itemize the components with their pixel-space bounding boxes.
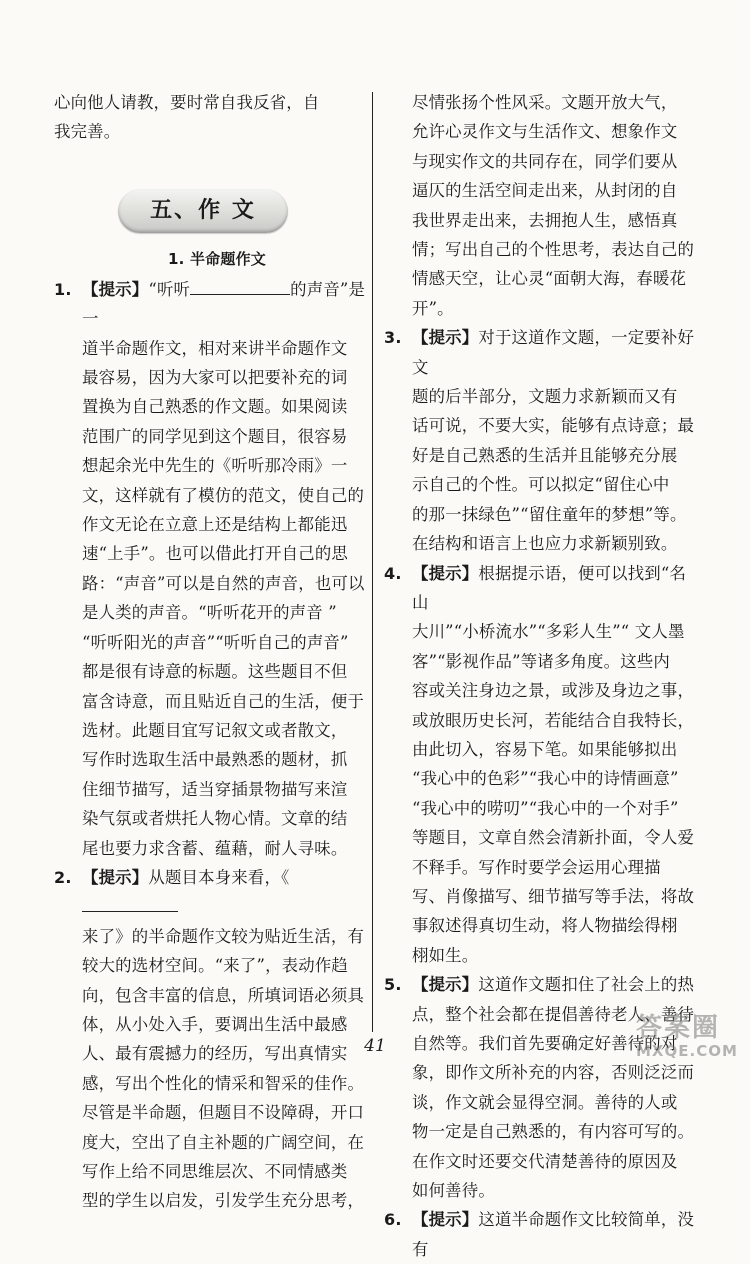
answer-item-5 xyxy=(384,970,698,1205)
item-line: 栩如生。 xyxy=(412,945,479,965)
item-line: 人、最有震撼力的经历，写出真情实 xyxy=(82,1044,348,1064)
item-line: 文，这样就有了模仿的范文，使自己的 xyxy=(82,485,365,505)
fill-in-blank xyxy=(190,280,290,295)
item-text: 从题目本身来看，《 xyxy=(148,867,290,887)
item-line: 写、肖像描写、细节描写等手法，将故 xyxy=(412,886,695,906)
item-line: “听听阳光的声音”“听听自己的声音” xyxy=(82,632,349,652)
item-line: 来了》的半命题作文较为贴近生活，有 xyxy=(82,926,365,946)
item-number: 6. xyxy=(384,1210,402,1230)
item-line: 较大的选材空间。“来了”，表动作趋 xyxy=(82,956,349,976)
item-number: 3. xyxy=(384,328,402,348)
section-title: 五、作 文 xyxy=(118,189,288,233)
item-number: 1. xyxy=(54,279,72,299)
item-line: 如何善待。 xyxy=(412,1181,495,1201)
item-line: 客”“影视作品”等诸多角度。这些内 xyxy=(412,651,671,671)
item-line: 向，包含丰富的信息，所填词语必须具 xyxy=(82,985,365,1005)
item-line: 情感天空，让心灵“面朝大海，春暖花 xyxy=(412,269,687,289)
hint-tag: 【提示】 xyxy=(412,328,479,348)
item-line: “我心中的色彩”“我心中的诗情画意” xyxy=(412,769,679,789)
intro-line: 心向他人请教，要时常自我反省，自 xyxy=(54,93,320,112)
item-text: 的声音”是一 xyxy=(82,279,366,329)
item-line: 自然等。我们首先要确定好善待的对 xyxy=(412,1034,678,1053)
item-line: 事叙述得真切生动，将人物描绘得栩 xyxy=(412,916,678,936)
item-line: 选材。此题目宜写记叙文或者散文， xyxy=(82,720,348,740)
watermark-url: MXQE.COM xyxy=(636,1042,738,1060)
watermark-text: 答案圈 xyxy=(636,1013,721,1043)
item-line: 或放眼历史长河，若能结合自我特长， xyxy=(412,710,695,730)
item-line: 富含诗意，而且贴近自己的生活，便于 xyxy=(82,691,365,711)
item-line: 感，写出个性化的情采和智采的佳作。 xyxy=(82,1073,365,1093)
item-text: 对于这道作文题，一定要补好文 xyxy=(412,328,695,377)
item-text: “听听 xyxy=(148,279,191,299)
item-line: 话可说，不要大实，能够有点诗意；最 xyxy=(412,416,695,436)
item-line: 题的后半部分，文题力求新颖而又有 xyxy=(412,387,678,407)
item-line: 情；写出自己的个性思考，表达自己的 xyxy=(412,240,695,260)
item-line: 与现实作文的共同存在，同学们要从 xyxy=(412,151,678,171)
item-line: 尽情张扬个性风采。文题开放大气， xyxy=(412,93,678,112)
item-line: 想起余光中先生的《听听那冷雨》一 xyxy=(82,456,348,476)
fill-in-blank xyxy=(82,897,178,912)
item-number: 2. xyxy=(54,867,72,887)
item-line: 在结构和语言上也应力求新颖别致。 xyxy=(412,534,678,554)
item-line: 染气氛或者烘托人物心情。文章的结 xyxy=(82,809,348,829)
item-line: 道半命题作文，相对来讲半命题作文 xyxy=(82,338,348,358)
item-line: 都是很有诗意的标题。这些题目不但 xyxy=(82,662,348,682)
item-line: 是人类的声音。“听听花开的声音 ” xyxy=(82,603,337,623)
item-line: 不释手。写作时要学会运用心理描 xyxy=(412,857,661,877)
item-line: 度大，空出了自主补题的广阔空间，在 xyxy=(82,1132,365,1152)
hint-tag: 【提示】 xyxy=(82,279,149,299)
item-line: 作文无论在立意上还是结构上都能迅 xyxy=(82,515,348,535)
intro-line: 我完善。 xyxy=(54,122,121,142)
item-text: 这道半命题作文比较简单，没有 xyxy=(412,1210,695,1259)
item-line: 谈，作文就会显得空洞。善待的人或 xyxy=(412,1092,678,1112)
item-line: 体，从小处入手，要调出生活中最感 xyxy=(82,1014,348,1034)
item-line: 大川”“小桥流水”“多彩人生”“ 文人墨 xyxy=(412,622,685,642)
item-line: 最容易，因为大家可以把要补充的词 xyxy=(82,368,348,388)
answer-item-3 xyxy=(384,323,698,558)
item-line: 住细节描写，适当穿插景物描写来渲 xyxy=(82,779,348,799)
item-number: 4. xyxy=(384,563,402,583)
item-line: 象，即作文所补充的内容，否则泛泛而 xyxy=(412,1063,695,1083)
continued-text xyxy=(384,88,698,323)
item-line: 在作文时还要交代清楚善待的原因及 xyxy=(412,1151,678,1171)
item-line: 尽管是半命题，但题目不设障碍，开口 xyxy=(82,1103,365,1123)
item-line: 我世界走出来，去拥抱人生，感悟真 xyxy=(412,210,678,230)
item-text: 这道作文题扣住了社会上的热 xyxy=(478,975,695,995)
item-line: 速“上手”。也可以借此打开自己的思 xyxy=(82,544,349,564)
item-number: 5. xyxy=(384,975,402,995)
item-line: 范围广的同学见到这个题目，很容易 xyxy=(82,426,348,446)
item-line: 等题目，文章自然会清新扑面，令人爱 xyxy=(412,828,695,848)
hint-tag: 【提示】 xyxy=(412,563,479,583)
item-line: 写作上给不同思维层次、不同情感类 xyxy=(82,1162,348,1181)
item-line: 物一定是自己熟悉的，有内容可写的。 xyxy=(412,1122,695,1142)
column-divider xyxy=(372,92,373,1032)
item-line: 示自己的个性。可以拟定“留住心中 xyxy=(412,475,670,495)
item-line: 开”。 xyxy=(412,298,454,318)
answer-item-6 xyxy=(384,1205,698,1264)
item-line: 写作时选取生活中最熟悉的题材，抓 xyxy=(82,750,348,770)
hint-tag: 【提示】 xyxy=(82,867,149,887)
hint-tag: 【提示】 xyxy=(412,975,479,995)
item-line: 置换为自己熟悉的作文题。如果阅读 xyxy=(82,397,348,417)
item-line: 逼仄的生活空间走出来，从封闭的自 xyxy=(412,181,678,201)
page-number: 41 xyxy=(364,1036,386,1056)
item-line: 点，整个社会都在提倡善待老人、善待 xyxy=(412,1004,695,1024)
item-line: “我心中的唠叨”“我心中的一个对手” xyxy=(412,798,679,818)
item-line: 好是自己熟悉的生活并且能够充分展 xyxy=(412,445,678,465)
item-line: 型的学生以启发，引发学生充分思考， xyxy=(82,1191,365,1211)
right-column xyxy=(384,88,698,1264)
item-line: 由此切入，容易下笔。如果能够拟出 xyxy=(412,739,678,759)
item-line: 的那一抹绿色”“留住童年的梦想”等。 xyxy=(412,504,687,524)
answer-item-1 xyxy=(54,275,366,863)
item-line: 容或关注身边之景，或涉及身边之事， xyxy=(412,681,695,701)
answer-item-4 xyxy=(384,559,698,971)
hint-tag: 【提示】 xyxy=(412,1210,479,1230)
item-line: 允许心灵作文与生活作文、想象作文 xyxy=(412,122,678,142)
subsection-title: 1. 半命题作文 xyxy=(168,249,266,268)
item-line: 尾也要力求含蓄、蕴藉，耐人寻味。 xyxy=(82,838,348,858)
item-line: 路：“声音”可以是自然的声音，也可以 xyxy=(82,573,365,593)
watermark-logo xyxy=(636,1014,738,1068)
item-text: 根据提示语，便可以找到“名山 xyxy=(412,563,687,612)
